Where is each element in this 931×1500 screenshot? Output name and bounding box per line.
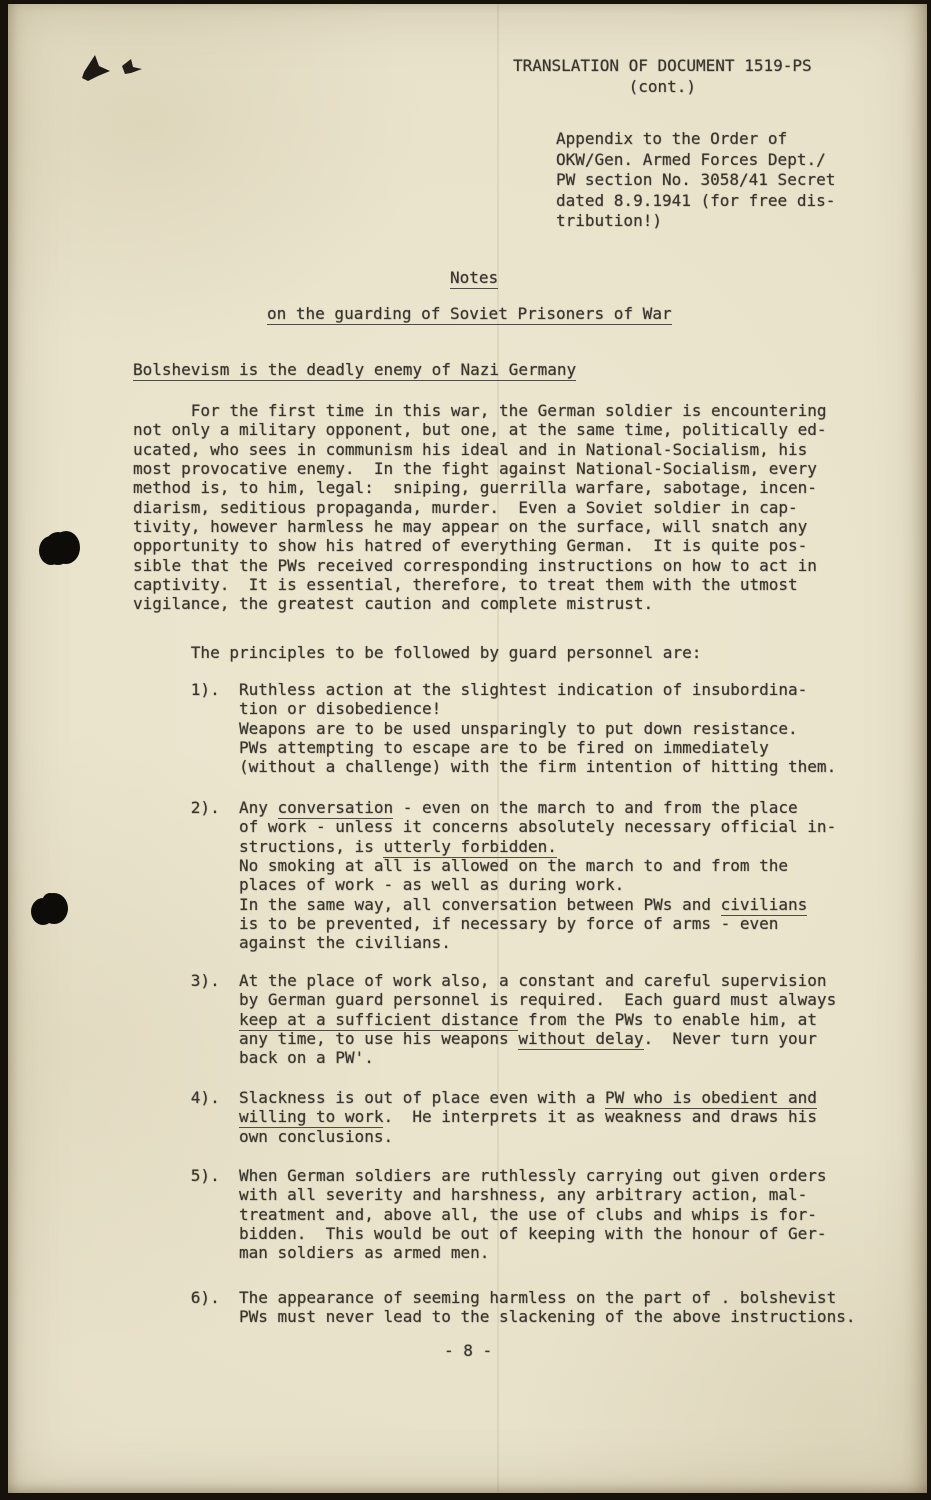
ink-mark	[76, 52, 150, 90]
text-line: tivity, however harmless he may appear on the surface, will snatch any	[133, 517, 808, 537]
text-line: In the same way, all conversation between PWs and civilians	[133, 894, 808, 914]
text-line: TRANSLATION OF DOCUMENT 1519-PS	[513, 56, 812, 75]
paragraph-1	[133, 401, 827, 614]
underlined-text: on the guarding of Soviet Prisoners of War	[267, 304, 672, 323]
text-line: not only a military opponent, but one, at the same time, politically ed-	[133, 420, 827, 440]
underlined-text: willing to work	[238, 1107, 384, 1127]
text-line: tion or disobedience!	[133, 699, 442, 719]
punch-hole	[52, 531, 80, 564]
text-line	[267, 304, 672, 324]
text-line: back on a PW'.	[133, 1048, 374, 1068]
text-line: opportunity to show his hatred of everything German. It is quite pos-	[133, 536, 808, 556]
text-line: bidden. This would be out of keeping with the honour of Ger-	[133, 1224, 827, 1244]
text-line: diarism, seditious propaganda, murder. Even a Soviet soldier in cap-	[133, 497, 798, 517]
text-line: treatment and, above all, the use of clubs and whips is for-	[133, 1204, 817, 1224]
text-line: structions, is utterly forbidden.	[133, 836, 557, 856]
list-item-6	[133, 1288, 855, 1327]
text-line: against the civilians.	[133, 933, 451, 953]
punch-hole	[40, 893, 68, 924]
underlined-text: Bolshevism is the deadly enemy of Nazi Germany	[133, 360, 577, 379]
list-item-1	[133, 680, 836, 777]
underlined-text: PW who is obedient and	[605, 1088, 817, 1107]
text-line: ucated, who sees in communism his ideal and in National-Socialism, his	[133, 439, 808, 459]
text-line: 6). The appearance of seeming harmless on the part of . bolshevist	[133, 1288, 837, 1307]
text-line: sible that the PWs received corresponding instructions on how to act in	[133, 555, 817, 575]
text-line: 4). Slackness is out of place even with a PW who is obedient and	[133, 1088, 817, 1107]
text-line: tribution!)	[556, 211, 662, 231]
header-block	[513, 55, 812, 97]
text-line: - 8 -	[444, 1341, 493, 1360]
list-item-3	[133, 971, 836, 1068]
text-line: vigilance, the greatest caution and complete mistrust.	[133, 594, 654, 614]
text-line: method is, to him, legal: sniping, guerrilla warfare, sabotage, incen-	[133, 478, 817, 498]
text-line: any time, to use his weapons without delay. Never turn your	[133, 1029, 817, 1049]
text-line	[133, 360, 576, 380]
page-number	[444, 1341, 492, 1360]
text-line: Appendix to the Order of	[556, 129, 788, 148]
underlined-text: keep at a sufficient distance	[238, 1009, 519, 1029]
text-line: dated 8.9.1941 (for free dis-	[556, 190, 836, 210]
text-line: is to be prevented, if necessary by force of arms - even	[133, 914, 779, 934]
text-line: most provocative enemy. In the fight against National-Socialism, every	[133, 459, 817, 479]
text-line: For the first time in this war, the German soldier is encountering	[133, 401, 827, 420]
appendix-block	[556, 129, 835, 232]
text-line: (cont.)	[513, 77, 697, 96]
doc-subtitle	[267, 304, 672, 324]
doc-title	[450, 268, 498, 288]
text-line: (without a challenge) with the firm intention of hitting them.	[133, 757, 837, 777]
underlined-text: Notes	[450, 268, 499, 287]
list-item-4	[133, 1088, 817, 1146]
text-line	[450, 268, 498, 288]
text-line: by German guard personnel is required. Each guard must always	[133, 990, 837, 1010]
text-line: willing to work. He interprets it as weakness and draws his	[238, 1107, 817, 1127]
section-heading	[133, 360, 576, 380]
text-line: Weapons are to be used unsparingly to put down resistance.	[133, 718, 798, 738]
underlined-text: utterly forbidden.	[383, 836, 557, 856]
text-line: of work - unless it concerns absolutely necessary official in-	[133, 817, 837, 837]
text-line: own conclusions.	[133, 1126, 394, 1146]
text-line: PWs must never lead to the slackening of the above instructions.	[133, 1307, 856, 1327]
text-line: man soldiers as armed men.	[133, 1243, 490, 1263]
list-item-5	[133, 1166, 827, 1263]
list-item-2	[133, 798, 836, 953]
text-line: with all severity and harshness, any arbitrary action, mal-	[133, 1185, 808, 1205]
text-line: keep at a sufficient distance from the PWs to enable him, at	[238, 1009, 817, 1029]
text-line: 3). At the place of work also, a constant and careful supervision	[133, 971, 827, 990]
text-line: OKW/Gen. Armed Forces Dept./	[556, 149, 826, 169]
underlined-text: without delay	[518, 1029, 644, 1049]
text-line: PW section No. 3058/41 Secret	[556, 170, 836, 190]
principles-intro	[133, 643, 701, 662]
underlined-text: civilians	[720, 894, 808, 914]
underlined-text: conversation	[277, 798, 394, 817]
text-line: 1). Ruthless action at the slightest indication of insubordina-	[133, 680, 808, 699]
text-line: PWs attempting to escape are to be fired on immediately	[133, 738, 769, 758]
text-line: The principles to be followed by guard personnel are:	[133, 643, 702, 662]
text-line: 5). When German soldiers are ruthlessly carrying out given orders	[133, 1166, 827, 1185]
text-line: captivity. It is essential, therefore, to treat them with the utmost	[133, 575, 798, 595]
text-line: No smoking at all is allowed on the march to and from the	[133, 856, 789, 876]
text-line: 2). Any conversation - even on the march to and from the place	[133, 798, 798, 817]
text-line: places of work - as well as during work.	[133, 875, 625, 895]
